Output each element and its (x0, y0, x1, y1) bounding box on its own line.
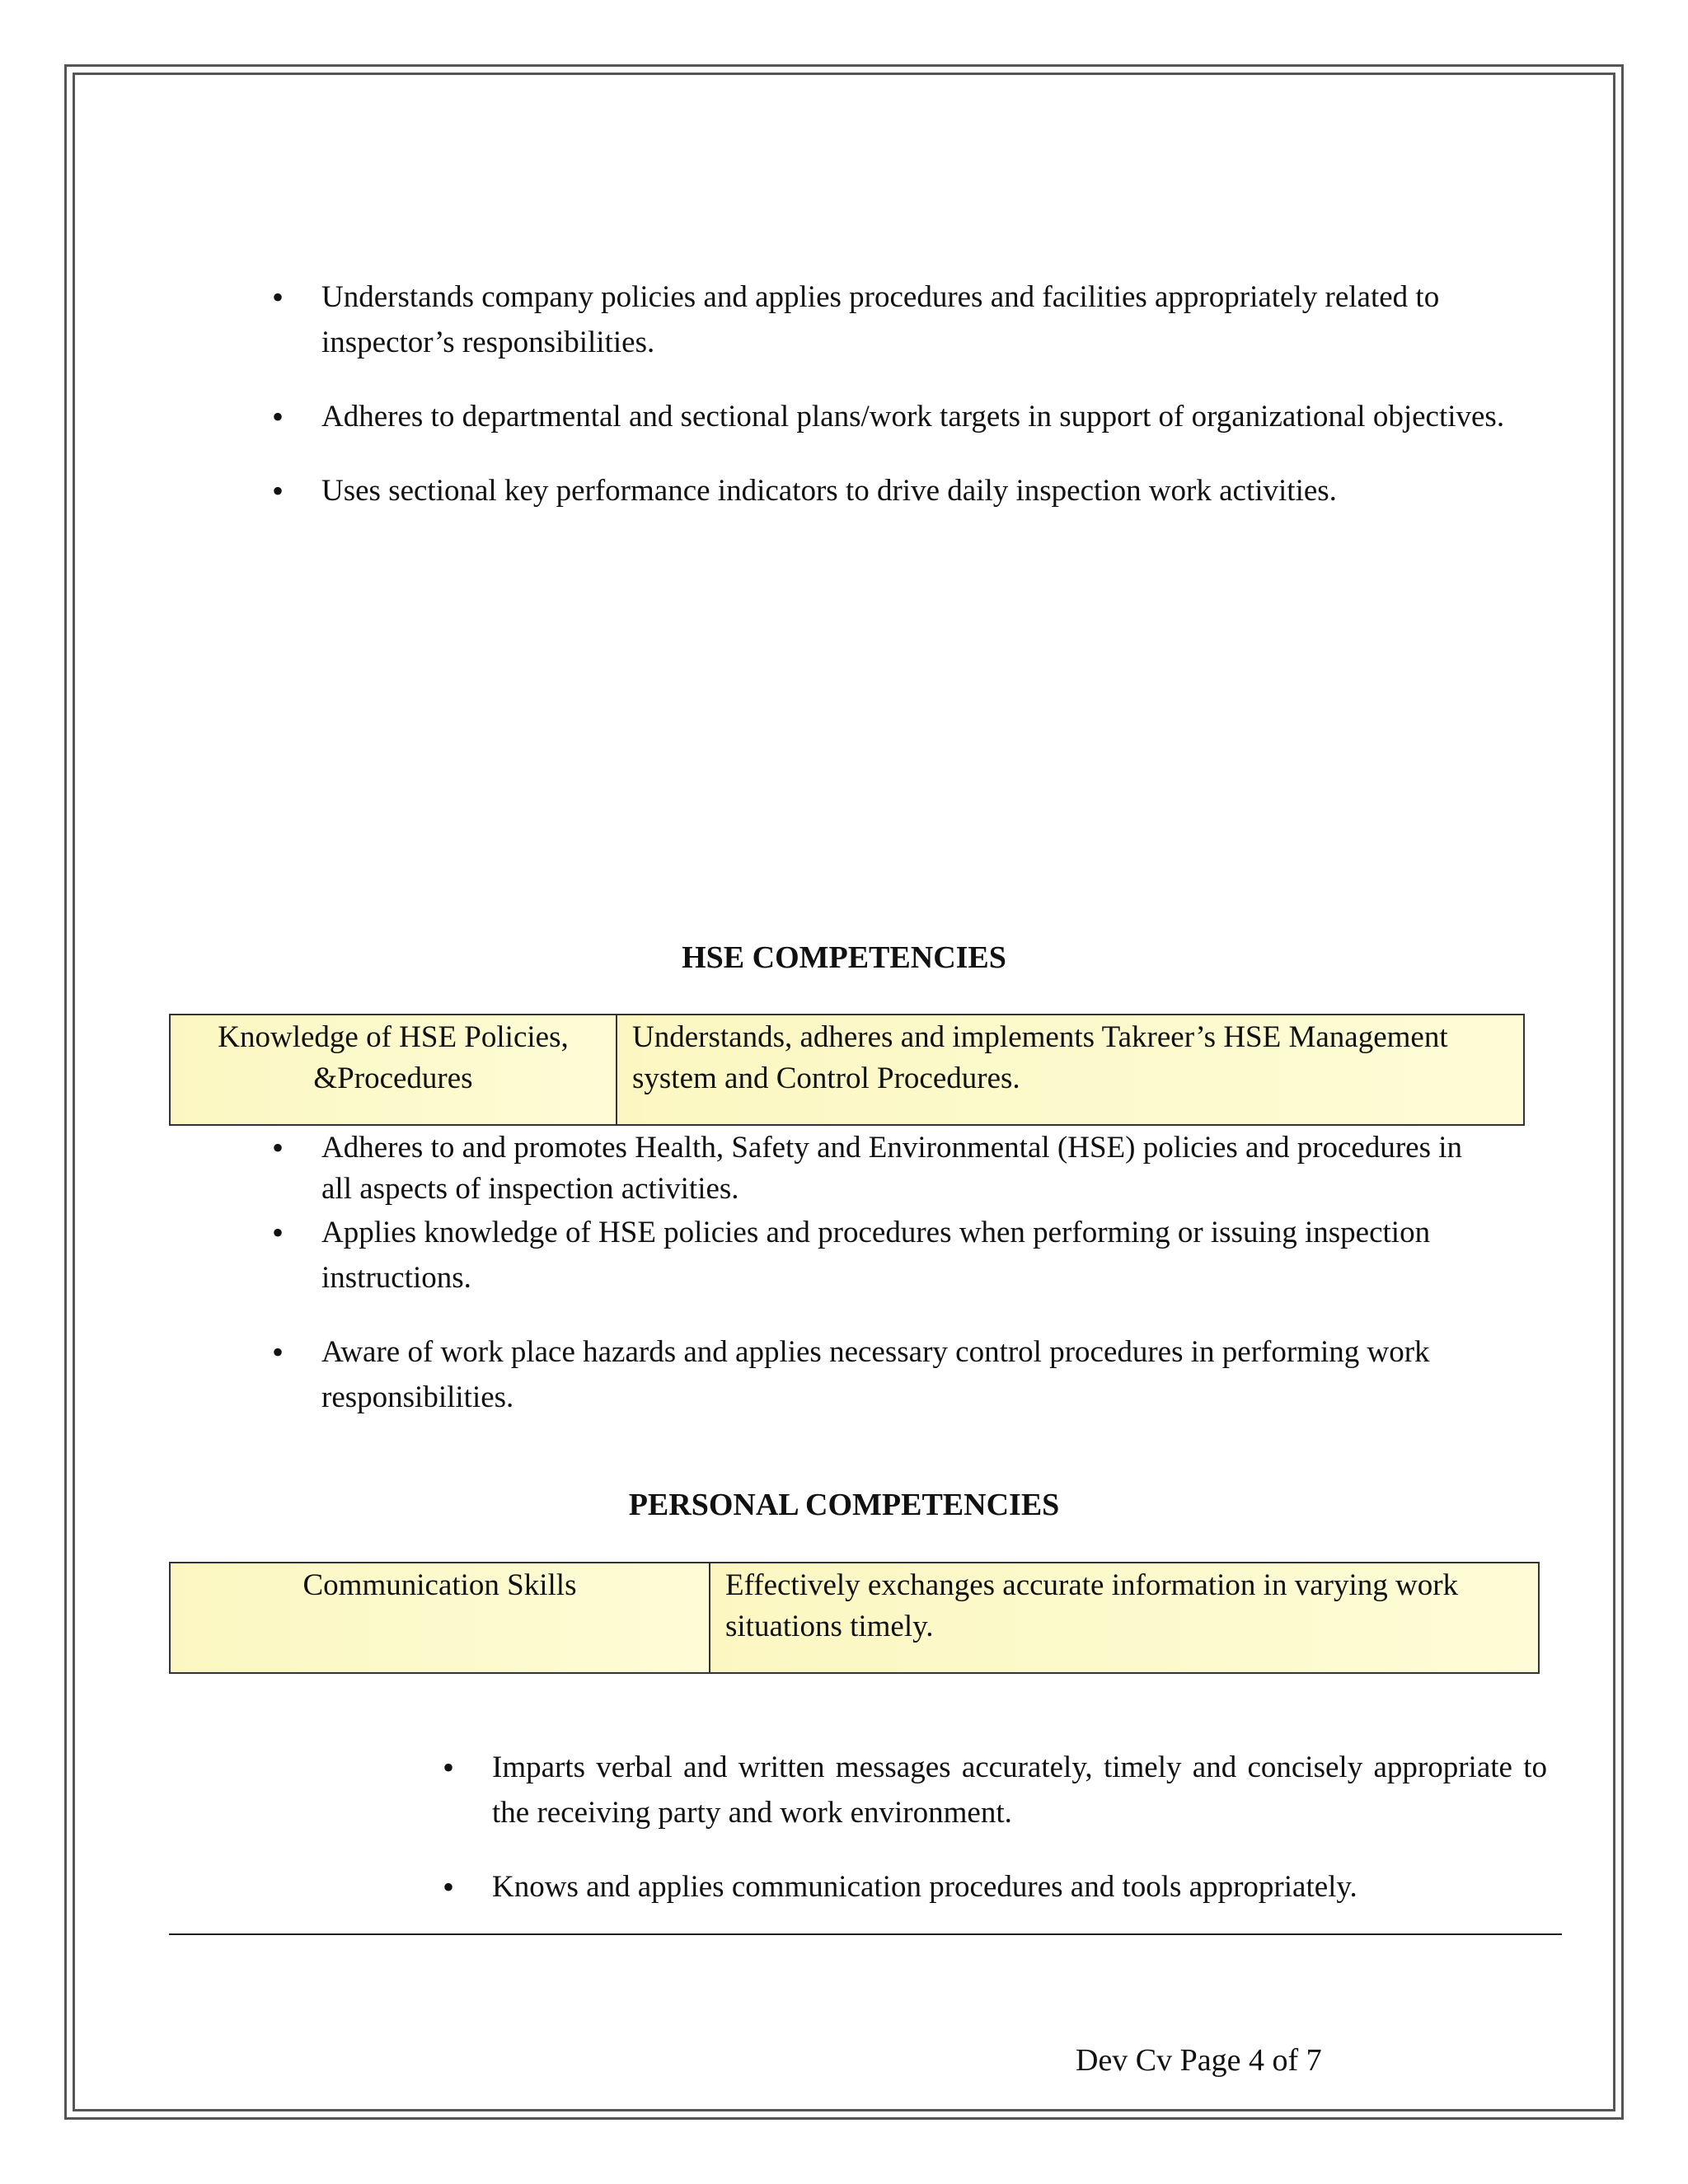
table-row (170, 1563, 1539, 1673)
list-item: • Adheres to departmental and sectional plans/work targets in support of organizational objectives. (272, 394, 1541, 439)
footer-divider (169, 1933, 1562, 1935)
list-item: • Applies knowledge of HSE policies and procedures when performing or issuing inspection instructions. (272, 1210, 1475, 1301)
personal-heading: PERSONAL COMPETENCIES (628, 1488, 1060, 1522)
list-item: • Adheres to and promotes Health, Safety and Environmental (HSE) policies and procedures in all aspects of inspection activities. (272, 1127, 1475, 1210)
page-number: Dev Cv Page 4 of 7 (1076, 2043, 1322, 2078)
table-row (170, 1015, 1524, 1125)
personal-competency-description: Effectively exchanges accurate information in varying work situations timely. (710, 1563, 1539, 1673)
hse-heading: HSE COMPETENCIES (682, 940, 1006, 975)
list-item: • Understands company policies and applies procedures and facilities appropriately related to inspector’s responsibilities. (272, 274, 1541, 365)
hse-competency-label: Knowledge of HSE Policies, &Procedures (170, 1015, 617, 1125)
list-item: • Imparts verbal and written messages accurately, timely and concisely appropriate to the receiving party and work environment. (443, 1745, 1547, 1835)
hse-competency-description: Understands, adheres and implements Takreer’s HSE Management system and Control Procedures. (617, 1015, 1524, 1125)
list-item: • Knows and applies communication procedures and tools appropriately. (443, 1864, 1547, 1910)
personal-bullet-list (443, 1745, 1547, 1910)
hse-competency-table (169, 1014, 1525, 1126)
list-item: • Aware of work place hazards and applies necessary control procedures in performing work responsibilities. (272, 1329, 1475, 1420)
personal-competency-table (169, 1562, 1540, 1674)
list-item: • Uses sectional key performance indicators to drive daily inspection work activities. (272, 468, 1541, 513)
hse-bullet-list (272, 1127, 1475, 1420)
intro-bullet-list (272, 274, 1541, 513)
personal-competency-label: Communication Skills (170, 1563, 710, 1673)
